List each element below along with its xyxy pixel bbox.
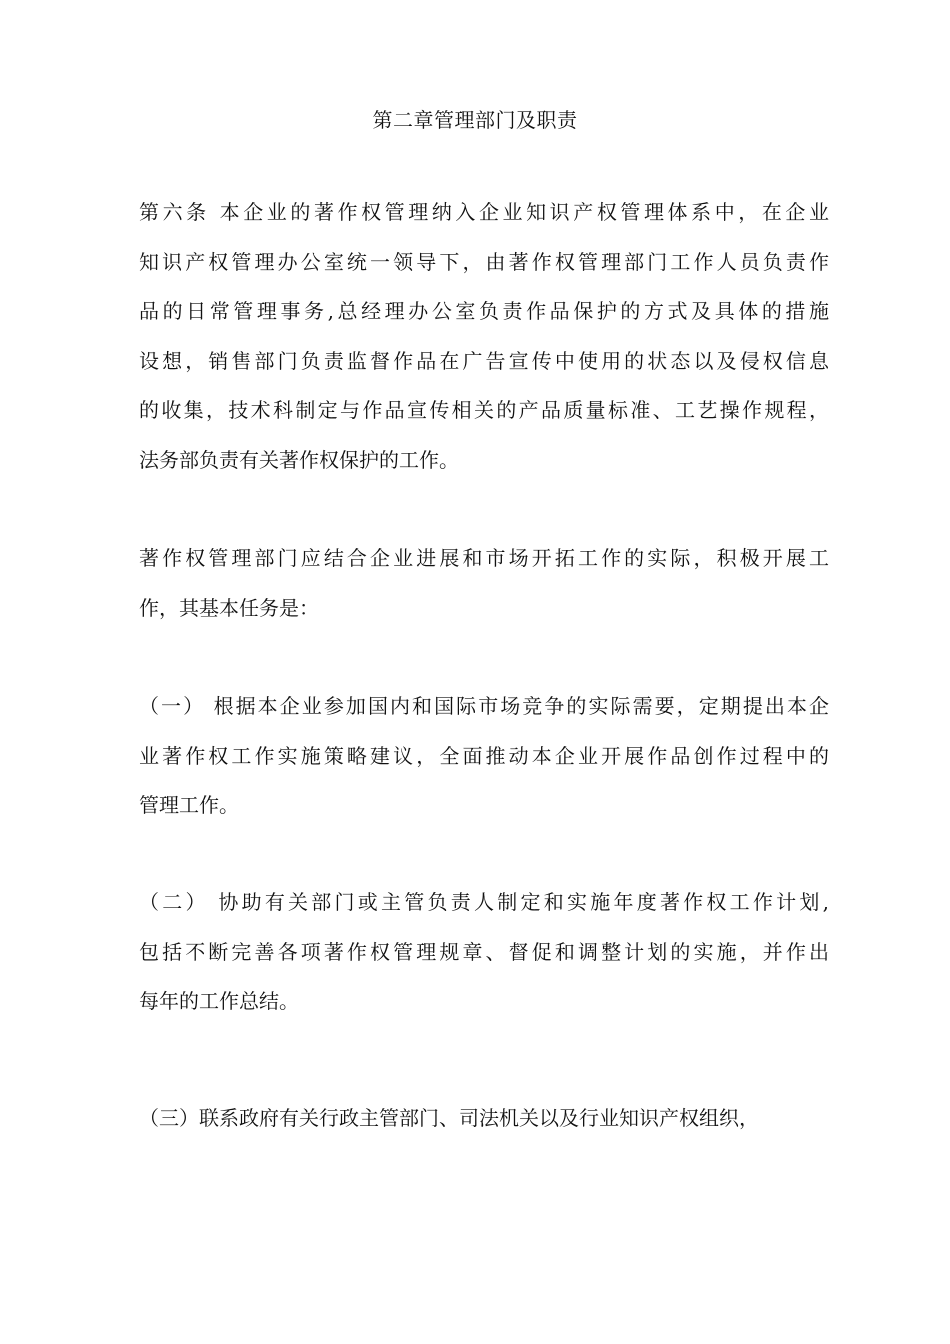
- text-line: 包括不断完善各项著作权管理规章、督促和调整计划的实施，并作出: [139, 939, 829, 964]
- text-line: 的收集，技术科制定与作品宣传相关的产品质量标准、工艺操作规程，: [139, 398, 829, 422]
- text-line: （一） 根据本企业参加国内和国际市场竞争的实际需要，定期提出本企: [139, 694, 829, 718]
- text-line: 知识产权管理办公室统一领导下，由著作权管理部门工作人员负责作: [139, 249, 829, 274]
- paragraph-article-six: [139, 188, 829, 485]
- paragraph-item-two: [139, 878, 829, 1027]
- chapter-title: 第二章管理部门及职责: [372, 108, 578, 132]
- text-line: 设想，销售部门负责监督作品在广告宣传中使用的状态以及侵权信息: [139, 348, 829, 373]
- text-line: 第六条 本企业的著作权管理纳入企业知识产权管理体系中，在企业: [139, 200, 829, 224]
- text-line: 管理工作。: [139, 793, 239, 817]
- text-line: （二） 协助有关部门或主管负责人制定和实施年度著作权工作计划,: [139, 890, 829, 914]
- text-line: 每年的工作总结。: [139, 989, 299, 1013]
- text-line: 法务部负责有关著作权保护的工作。: [139, 447, 459, 472]
- text-line: 业著作权工作实施策略建议，全面推动本企业开展作品创作过程中的: [139, 743, 829, 768]
- text-line: 品的日常管理事务,总经理办公室负责作品保护的方式及具体的措施: [139, 299, 829, 323]
- paragraph-item-three: [139, 1094, 829, 1144]
- paragraph-basic-tasks-intro: [139, 534, 829, 633]
- text-line: （三）联系政府有关行政主管部门、司法机关以及行业知识产权组织，: [139, 1106, 759, 1130]
- text-line: 作，其基本任务是：: [139, 595, 319, 620]
- paragraph-item-one: [139, 682, 829, 831]
- text-line: 著作权管理部门应结合企业进展和市场开拓工作的实际，积极开展工: [139, 546, 829, 570]
